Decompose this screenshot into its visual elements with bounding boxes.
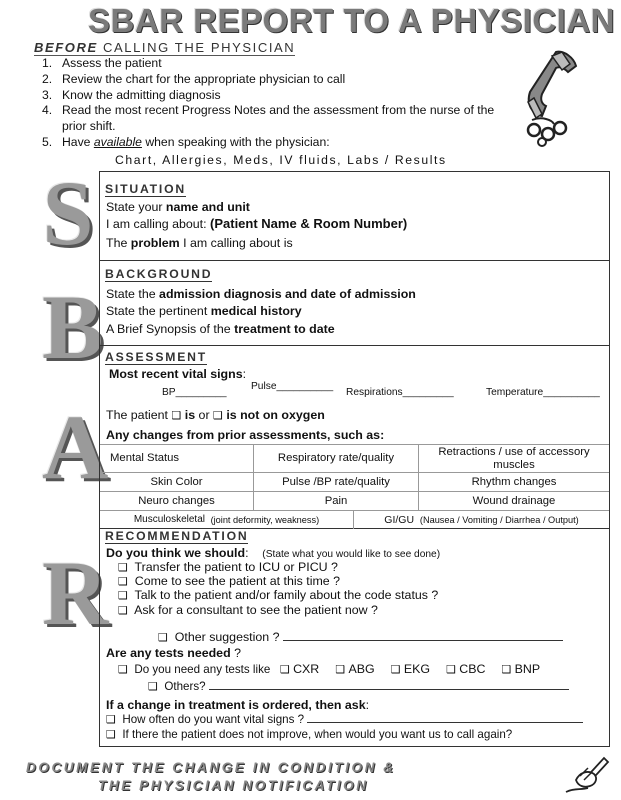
- assessment-row: [100, 472, 609, 491]
- option-checkbox: ❑: [118, 561, 128, 574]
- background-line-treatment: A Brief Synopsis of the treatment to date: [106, 322, 335, 336]
- step-text: Review the chart for the appropriate physician to call: [62, 71, 346, 86]
- step-number: 2.: [42, 71, 53, 86]
- background-line-history: State the pertinent medical history: [106, 304, 302, 318]
- letter-s: S: [42, 162, 94, 264]
- assessment-cell: GI/GU (Nausea / Vomiting / Diarrhea / Output): [384, 513, 579, 526]
- call-again-question[interactable]: ❑ If there the patient does not improve, when would you want us to call again?: [106, 728, 513, 741]
- assessment-cell: Retractions / use of accessory muscles: [438, 446, 590, 471]
- tests-question: Are any tests needed ?: [106, 646, 241, 660]
- footer-line-2: THE PHYSICIAN NOTIFICATION: [98, 778, 369, 793]
- situation-section: [100, 172, 609, 261]
- tests-checkbox[interactable]: ❑: [118, 663, 128, 676]
- letter-a: A: [42, 396, 109, 498]
- recommendation-heading: RECOMMENDATION: [105, 529, 249, 543]
- assessment-cell: Wound drainage: [472, 494, 556, 507]
- recommendation-option[interactable]: ❑ Ask for a consultant to see the patient now ?: [118, 603, 378, 617]
- change-question: If a change in treatment is ordered, then ask:: [106, 698, 370, 712]
- background-heading: BACKGROUND: [105, 267, 213, 281]
- vitals-label: Most recent vital signs:: [109, 367, 247, 381]
- test-ekg-checkbox[interactable]: ❑: [390, 663, 401, 676]
- recommendation-option[interactable]: ❑ Talk to the patient and/or family about the code status ?: [118, 588, 439, 602]
- assessment-row: [100, 510, 609, 529]
- pulse-field[interactable]: Pulse__________: [251, 381, 334, 392]
- test-cxr-checkbox[interactable]: ❑: [279, 663, 290, 676]
- bp-field[interactable]: BP_________: [162, 387, 227, 398]
- oxygen-yes-checkbox[interactable]: ❑: [171, 409, 182, 422]
- recommendation-section: [100, 529, 609, 746]
- option-checkbox: ❑: [158, 631, 168, 644]
- assessment-row: [100, 491, 609, 510]
- test-bnp-checkbox[interactable]: ❑: [501, 663, 512, 676]
- option-checkbox: ❑: [118, 604, 128, 617]
- step-item: [42, 72, 512, 88]
- option-checkbox: ❑: [118, 589, 128, 602]
- before-heading: [34, 40, 295, 56]
- step-text: Know the admitting diagnosis: [62, 87, 221, 102]
- other-suggestion[interactable]: ❑ Other suggestion ?: [158, 630, 563, 644]
- step-text: Read the most recent Progress Notes and the assessment from the nurse of the prior shift.: [62, 103, 495, 134]
- assessment-cell: Pain: [254, 492, 419, 510]
- respirations-field[interactable]: Respirations_________: [346, 387, 454, 398]
- option-checkbox: ❑: [118, 575, 128, 588]
- pre-call-steps: [42, 56, 512, 151]
- background-section: [100, 261, 609, 346]
- oxygen-no-checkbox[interactable]: ❑: [213, 409, 223, 422]
- background-line-diagnosis: State the admission diagnosis and date of admission: [106, 287, 416, 301]
- vital-frequency-question[interactable]: ❑ How often do you want vital signs ?: [106, 713, 583, 726]
- page-title: SBAR REPORT TO A PHYSICIAN: [88, 2, 615, 39]
- have-available-list: Chart, Allergies, Meds, IV fluids, Labs / Results: [115, 153, 447, 167]
- step-item: [42, 135, 512, 151]
- recommendation-option[interactable]: ❑ Come to see the patient at this time ?: [118, 574, 341, 588]
- before-rest: CALLING THE PHYSICIAN: [97, 40, 296, 55]
- step-text: Have: [62, 134, 94, 149]
- situation-heading: SITUATION: [105, 182, 186, 196]
- step-item: [42, 56, 512, 72]
- letter-b: B: [42, 276, 104, 378]
- assessment-heading: ASSESSMENT: [105, 350, 207, 364]
- changes-label: Any changes from prior assessments, such as:: [106, 428, 385, 442]
- assessment-section: [100, 346, 609, 529]
- step-number: 1.: [42, 56, 53, 70]
- test-cbc-checkbox[interactable]: ❑: [446, 663, 457, 676]
- assessment-cell: Pulse /BP rate/quality: [254, 473, 419, 491]
- others-tests[interactable]: ❑ Others?: [148, 680, 569, 693]
- situation-line-problem: The problem I am calling about is: [106, 236, 293, 250]
- others-checkbox: ❑: [148, 680, 158, 693]
- vital-frequency-blank: [307, 722, 583, 723]
- other-suggestion-blank: [283, 640, 563, 641]
- step-text: Assess the patient: [62, 56, 162, 70]
- assessment-cell: Musculoskeletal (joint deformity, weakness): [100, 511, 354, 529]
- step-item: [42, 103, 512, 135]
- ask-checkbox: ❑: [106, 713, 116, 726]
- others-blank: [209, 689, 569, 690]
- step-number: 4.: [42, 103, 53, 118]
- step-item: [42, 88, 512, 104]
- tests-line: ❑ Do you need any tests like ❑ CXR ❑ ABG ❑ EKG ❑ CBC ❑ BNP: [118, 662, 541, 676]
- ask-checkbox: ❑: [106, 728, 116, 741]
- situation-line-calling: I am calling about: (Patient Name & Room Number): [106, 216, 408, 231]
- assessment-cell: Skin Color: [100, 473, 254, 491]
- writing-hand-icon: [562, 752, 612, 796]
- recommendation-option[interactable]: ❑ Transfer the patient to ICU or PICU ?: [118, 560, 338, 574]
- step-number: 5.: [42, 134, 53, 149]
- situation-line-name: State your name and unit: [106, 200, 250, 214]
- assessment-cell: Mental Status: [100, 445, 254, 472]
- assessment-cell: Respiratory rate/quality: [254, 445, 419, 472]
- sbar-form: [99, 171, 610, 747]
- step-number: 3.: [42, 87, 53, 102]
- footer-line-1: DOCUMENT THE CHANGE IN CONDITION &: [26, 760, 396, 775]
- letter-r: R: [42, 542, 109, 644]
- temperature-field[interactable]: Temperature__________: [486, 387, 600, 398]
- oxygen-line: The patient ❑ is or ❑ is not on oxygen: [106, 408, 325, 422]
- telephone-icon: [512, 48, 582, 148]
- before-emphasis: BEFORE: [34, 40, 98, 55]
- should-question: Do you think we should: (State what you would like to see done): [106, 546, 441, 560]
- assessment-cell: Rhythm changes: [471, 475, 557, 488]
- assessment-row: [100, 444, 609, 472]
- test-abg-checkbox[interactable]: ❑: [335, 663, 346, 676]
- step-emphasis: available: [93, 134, 142, 149]
- step-text: when speaking with the physician:: [141, 134, 330, 149]
- assessment-cell: Neuro changes: [100, 492, 254, 510]
